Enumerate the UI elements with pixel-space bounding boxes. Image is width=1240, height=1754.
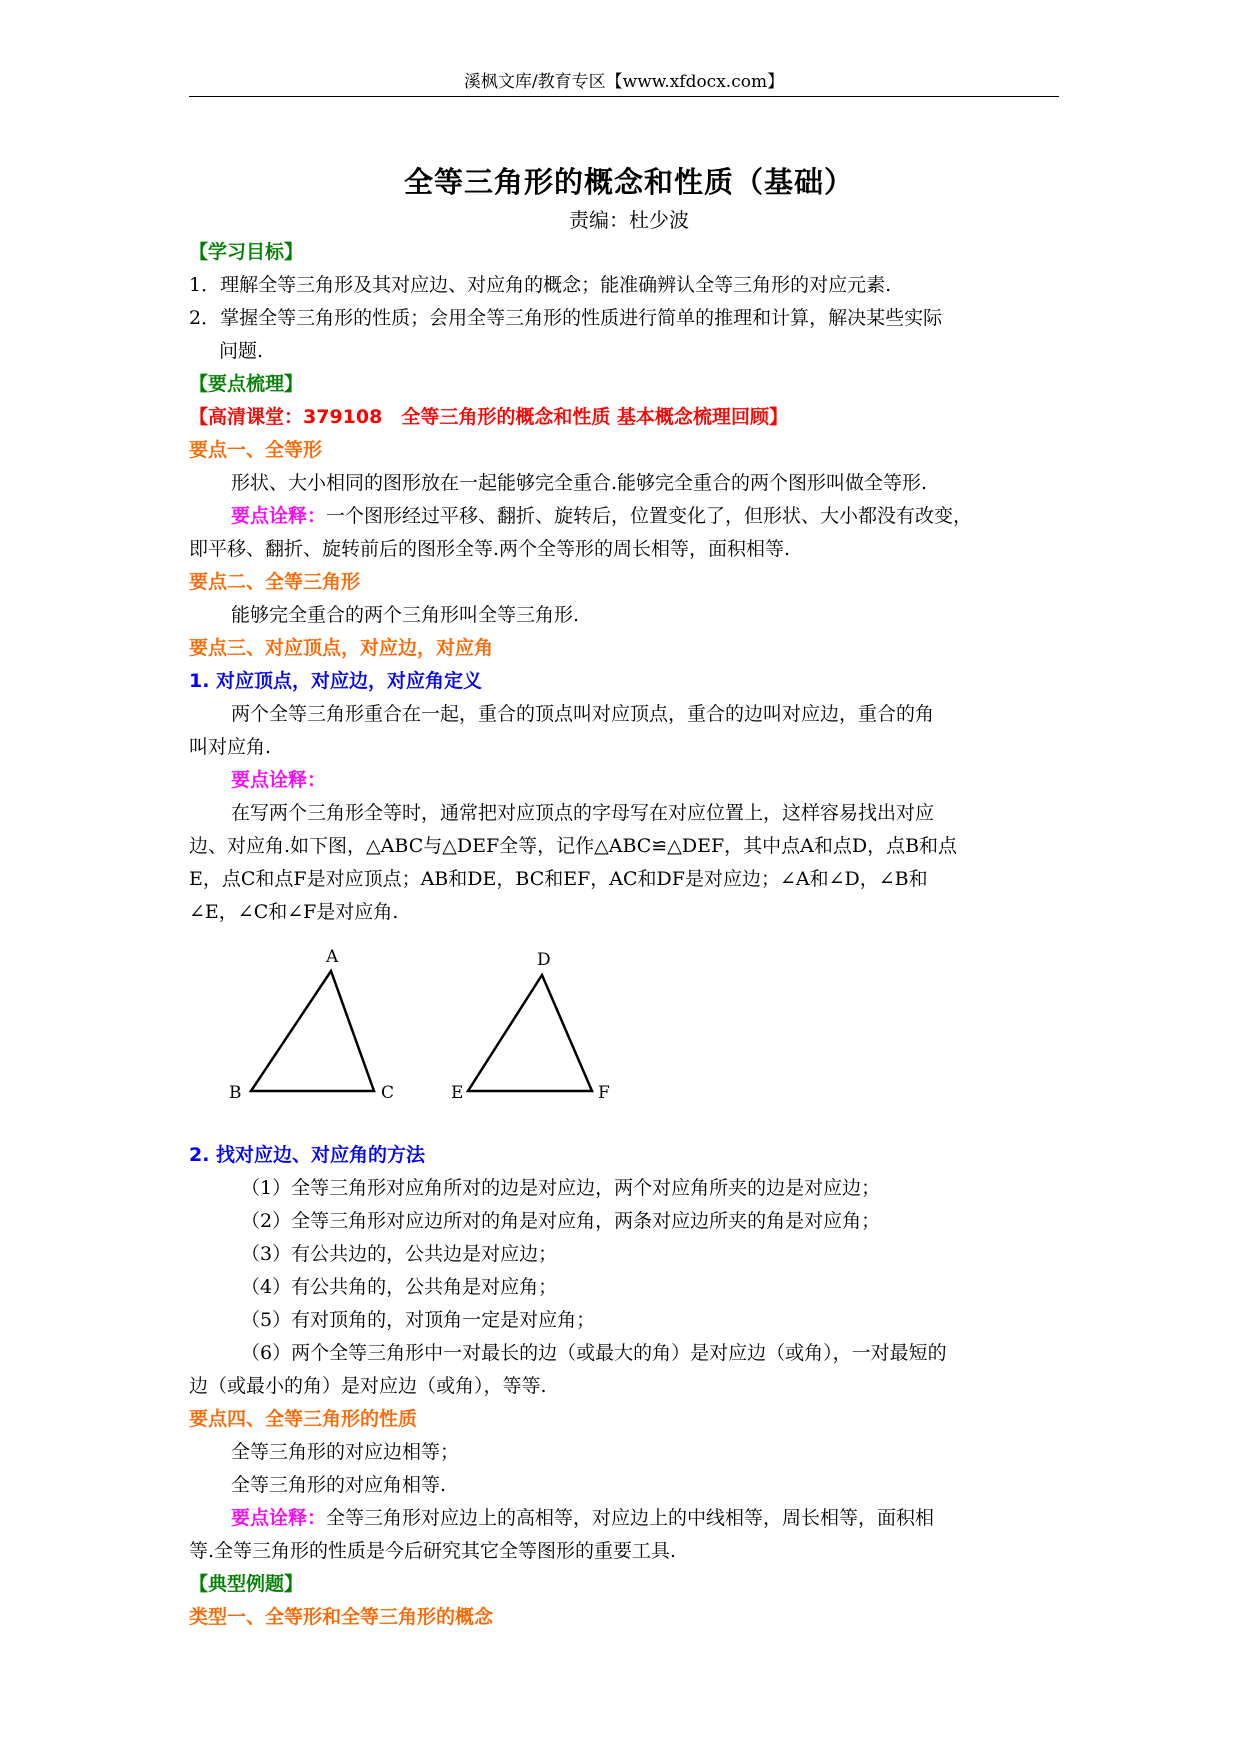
triangle-figure <box>189 929 1069 1139</box>
congruent-triangles-diagram <box>189 929 1069 1139</box>
method-3: （3）有公共边的，公共边是对应边； <box>241 1243 558 1265</box>
note-text: 全等三角形对应边上的高相等，对应边上的中线相等，周长相等，面积相 <box>326 1507 935 1529</box>
note-text: 一个图形经过平移、翻折、旋转后，位置变化了，但形状、大小都没有改变， <box>326 505 973 527</box>
course-link[interactable]: 【高清课堂：379108 全等三角形的概念和性质 基本概念梳理回顾】 <box>189 406 788 428</box>
point4-heading: 要点四、全等三角形的性质 <box>189 1408 418 1430</box>
triangle-def <box>468 975 592 1091</box>
vertex-label-f: F <box>598 1083 610 1103</box>
point3-note-4: ∠E，∠C和∠F是对应角. <box>189 901 399 923</box>
point3-note-2: 边、对应角.如下图，△ABC与△DEF全等，记作△ABC≌△DEF，其中点A和点D，点B和点 <box>189 835 958 857</box>
vertex-label-a: A <box>326 947 339 967</box>
points-heading: 【要点梳理】 <box>189 373 304 395</box>
point1-note <box>189 500 1069 533</box>
point3-sub1: 1. 对应顶点，对应边，对应角定义 <box>189 670 483 692</box>
point3-heading: 要点三、对应顶点，对应边，对应角 <box>189 637 494 659</box>
document-content <box>189 160 1069 1634</box>
vertex-label-c: C <box>381 1083 395 1103</box>
header-rule <box>189 96 1059 97</box>
method-2: （2）全等三角形对应边所对的角是对应角，两条对应边所夹的角是对应角； <box>241 1210 881 1232</box>
method-4: （4）有公共角的，公共角是对应角； <box>241 1276 558 1298</box>
page-header: 溪枫文库/教育专区【www.xfdocx.com】 <box>463 72 785 92</box>
point4-prop-2: 全等三角形的对应角相等. <box>231 1474 447 1496</box>
goals-heading: 【学习目标】 <box>189 241 304 263</box>
examples-heading: 【典型例题】 <box>189 1573 304 1595</box>
point3-note-1: 在写两个三角形全等时，通常把对应顶点的字母写在对应位置上，这样容易找出对应 <box>231 802 935 824</box>
point1-note-cont: 即平移、翻折、旋转前后的图形全等.两个全等形的周长相等，面积相等. <box>189 538 791 560</box>
note-label: 要点诠释： <box>231 505 327 527</box>
point3-def-1: 两个全等三角形重合在一起，重合的顶点叫对应顶点，重合的边叫对应边，重合的角 <box>231 703 935 725</box>
triangle-abc <box>251 971 374 1091</box>
method-5: （5）有对顶角的，对顶角一定是对应角； <box>241 1309 596 1331</box>
document-title: 全等三角形的概念和性质（基础） <box>403 165 854 199</box>
point2-heading: 要点二、全等三角形 <box>189 571 361 593</box>
method-6-cont: 边（或最小的角）是对应边（或角），等等. <box>189 1375 547 1397</box>
point1-text: 形状、大小相同的图形放在一起能够完全重合.能够完全重合的两个图形叫做全等形. <box>231 472 928 494</box>
point3-note-label: 要点诠释： <box>231 769 327 791</box>
goal-item-2: 2．掌握全等三角形的性质；会用全等三角形的性质进行简单的推理和计算，解决某些实际 <box>189 307 943 329</box>
vertex-label-e: E <box>451 1083 464 1103</box>
vertex-label-b: B <box>229 1083 242 1103</box>
point2-text: 能够完全重合的两个三角形叫全等三角形. <box>231 604 580 626</box>
point3-sub2: 2. 找对应边、对应角的方法 <box>189 1144 426 1166</box>
note-label: 要点诠释： <box>231 1507 327 1529</box>
type1-heading: 类型一、全等形和全等三角形的概念 <box>189 1606 494 1628</box>
method-1: （1）全等三角形对应角所对的边是对应边，两个对应角所夹的边是对应边； <box>241 1177 881 1199</box>
point1-heading: 要点一、全等形 <box>189 439 323 461</box>
goal-item-2-cont: 问题. <box>219 340 264 362</box>
point4-note <box>189 1502 1069 1535</box>
point3-def-2: 叫对应角. <box>189 736 272 758</box>
vertex-label-d: D <box>537 950 551 970</box>
method-6: （6）两个全等三角形中一对最长的边（或最大的角）是对应边（或角），一对最短的 <box>241 1342 947 1364</box>
goal-item-1: 1．理解全等三角形及其对应边、对应角的概念；能准确辨认全等三角形的对应元素. <box>189 274 892 296</box>
point4-note-cont: 等.全等三角形的性质是今后研究其它全等图形的重要工具. <box>189 1540 677 1562</box>
point3-note-3: E，点C和点F是对应顶点；AB和DE，BC和EF，AC和DF是对应边；∠A和∠D，∠B和 <box>189 868 928 890</box>
editor-line: 责编：杜少波 <box>569 208 689 232</box>
point4-prop-1: 全等三角形的对应边相等； <box>231 1441 460 1463</box>
